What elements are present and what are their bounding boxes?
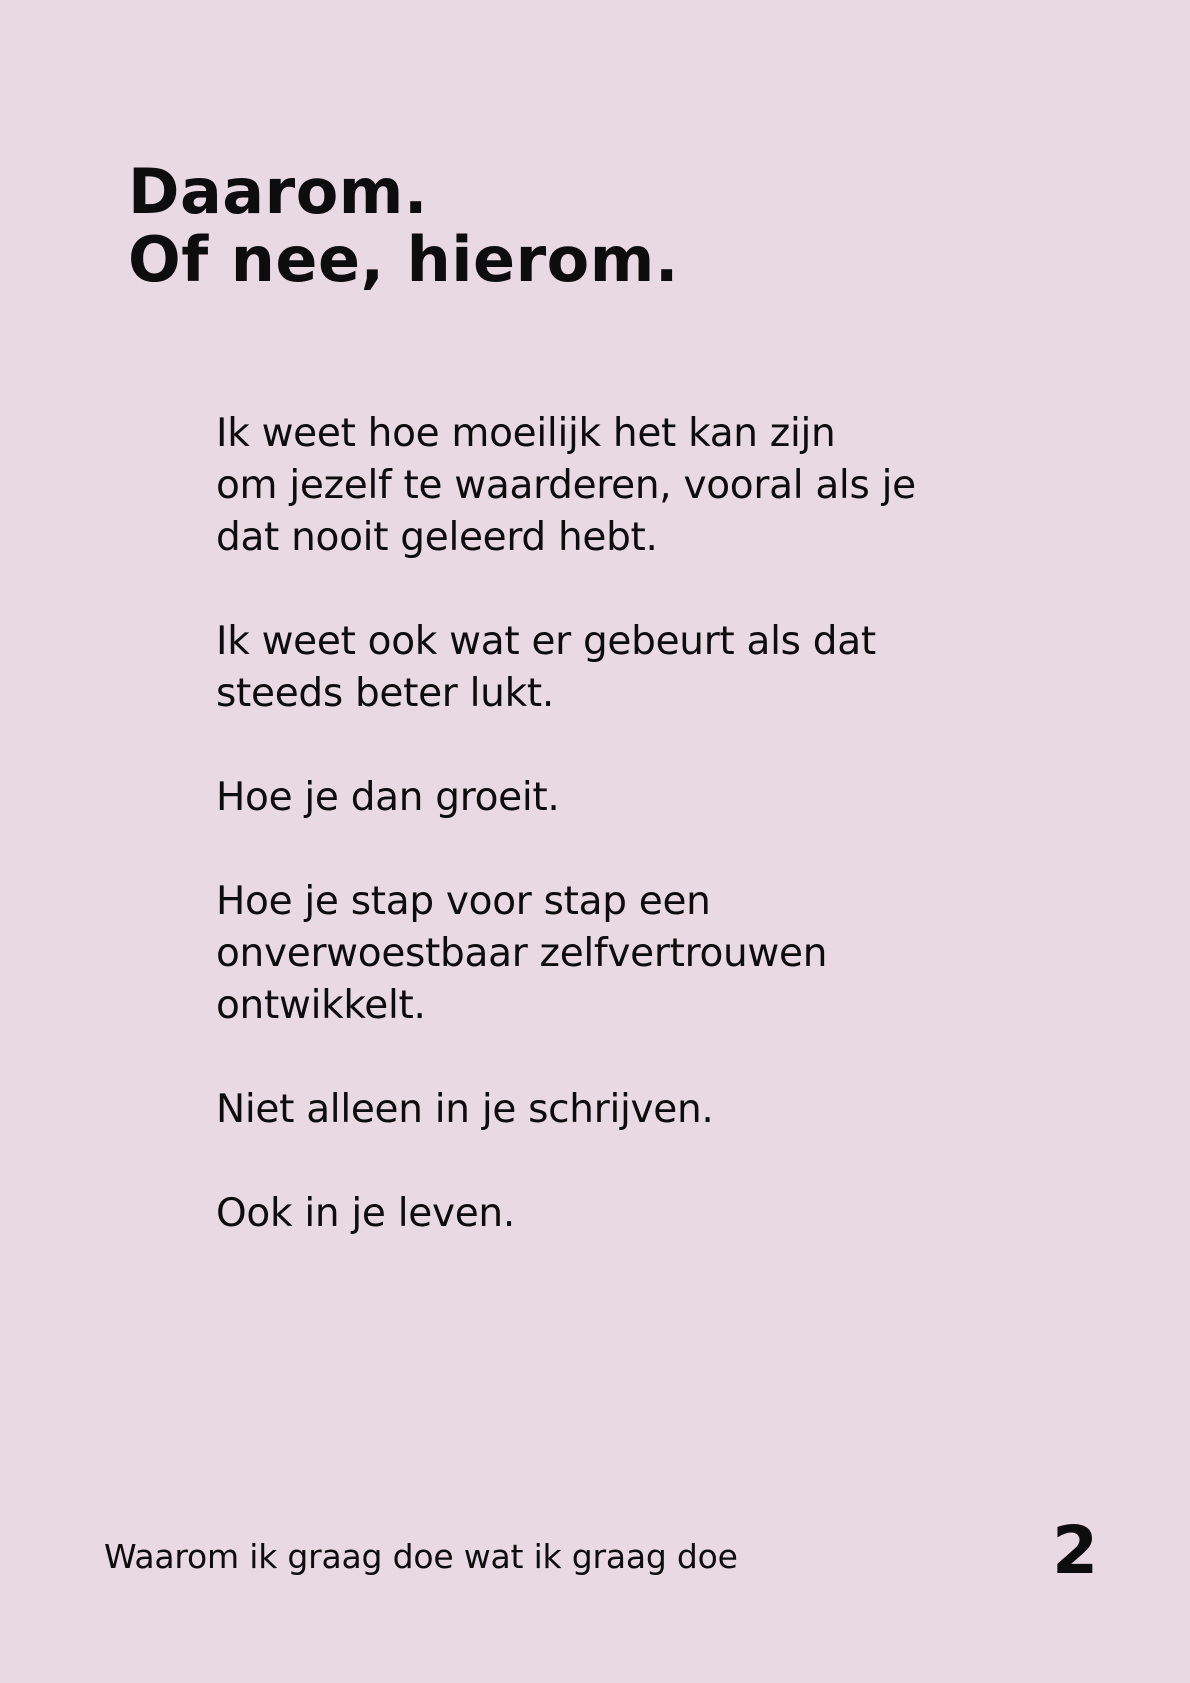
paragraph [216,772,1016,824]
paragraph-line: Niet alleen in je schrijven. [216,1087,714,1132]
paragraph-line: Hoe je dan groeit. [216,775,560,820]
paragraph [216,616,1016,720]
paragraph-line: Ook in je leven. [216,1191,515,1236]
paragraph [216,1188,1016,1240]
paragraph [216,408,1016,564]
footer-title: Waarom ik graag doe wat ik graag doe [104,1537,738,1576]
paragraph-line: onverwoestbaar zelfvertrouwen [216,931,828,976]
paragraph-line: ontwikkelt. [216,983,426,1028]
paragraph-line: Ik weet hoe moeilijk het kan zijn [216,411,836,456]
page-title [128,155,679,296]
body-text [216,408,1016,1292]
paragraph-line: Ik weet ook wat er gebeurt als dat [216,619,876,664]
paragraph-line: steeds beter lukt. [216,671,554,716]
paragraph [216,876,1016,1032]
page-title-line-2: Of nee, hierom. [128,223,679,296]
paragraph [216,1084,1016,1136]
page-title-line-1: Daarom. [128,155,428,228]
paragraph-line: Hoe je stap voor stap een [216,879,711,924]
page-number: 2 [1052,1512,1098,1589]
paragraph-line: om jezelf te waarderen, vooral als je [216,463,916,508]
paragraph-line: dat nooit geleerd hebt. [216,515,658,560]
